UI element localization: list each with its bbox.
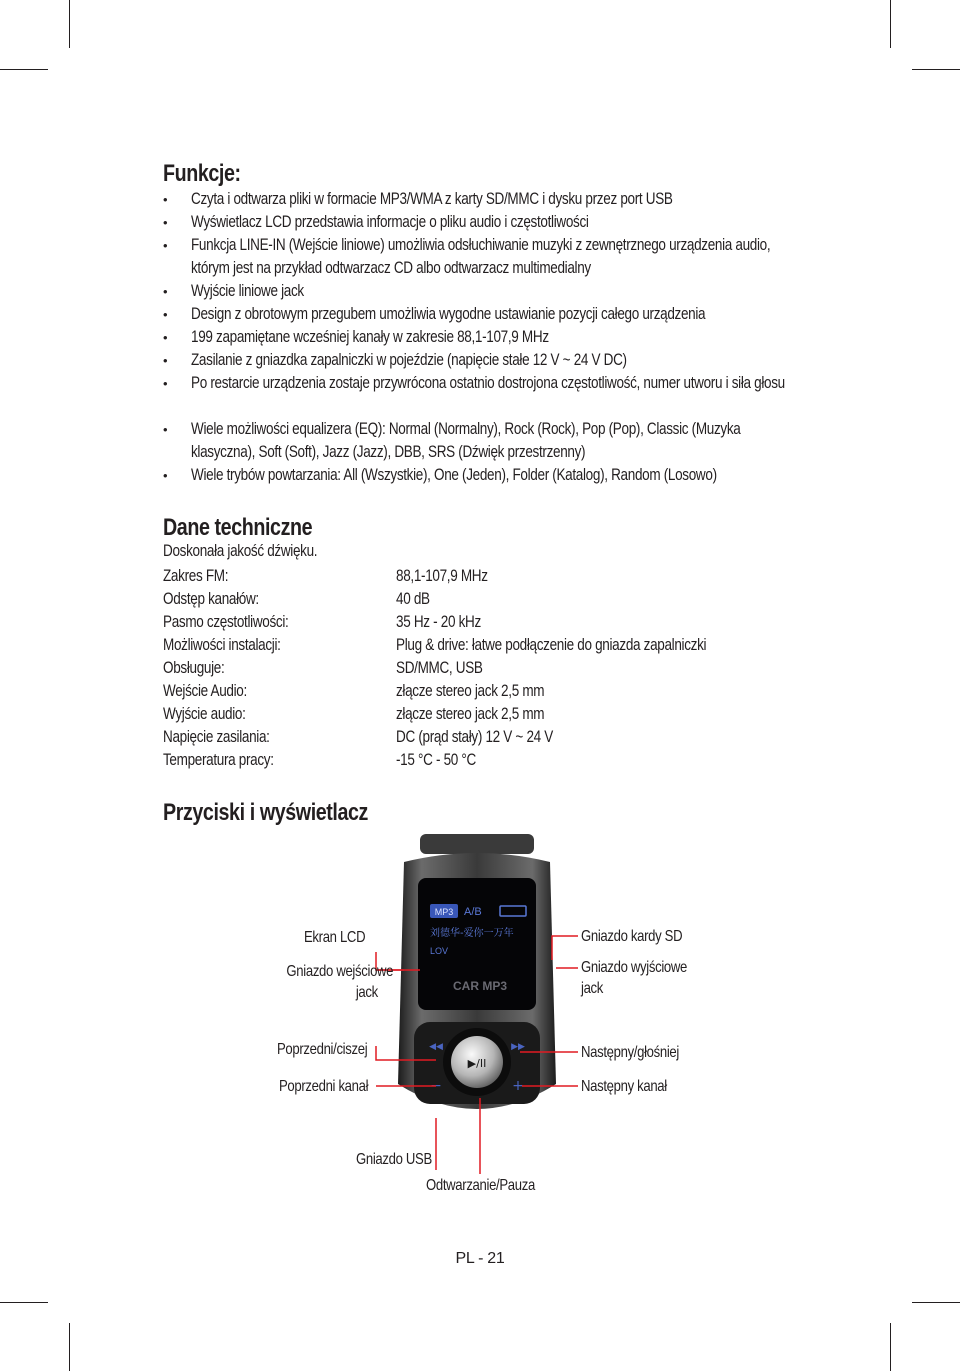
next-icon[interactable]: ▶▶ [511,1042,525,1052]
spec-label: Odstęp kanałów: [163,590,259,608]
eq-indicator: LOV [430,946,449,956]
song-title: 刘德华-爱你一万年 [430,928,514,939]
minus-icon[interactable]: − [430,1078,442,1094]
spec-value: 88,1-107,9 MHz [396,567,488,585]
spec-value: złącze stereo jack 2,5 mm [396,682,545,700]
callout-prev-channel: Poprzedni kanał [279,1078,369,1095]
feature-item: • Czyta i odtwarza pliki w formacie MP3/WMA z karty SD/MMC i dysku przez port USB [163,188,803,211]
feature-item: • Design z obrotowym przegubem umożliwia wygodne ustawianie pozycji całego urządzenia [163,303,803,326]
feature-item: • Wiele trybów powtarzania: All (Wszystkie), One (Jeden), Folder (Katalog), Random (Losowo) [163,464,803,487]
mp3-badge-text: MP3 [434,907,454,917]
spec-value: SD/MMC, USB [396,659,483,677]
spec-value: Plug & drive: łatwe podłączenie do gniazda zapalniczki [396,636,707,654]
spec-label: Pasmo częstotliwości: [163,613,289,631]
diagram-heading: Przyciski i wyświetlacz [163,799,368,826]
spec-value: złącze stereo jack 2,5 mm [396,705,545,723]
callout-line-sd-slot [552,936,578,960]
feature-item: • Wiele możliwości equalizera (EQ): Normal (Normalny), Rock (Rock), Pop (Pop), Classic (Muzyka klasyczna), Soft (Soft), Jazz (Jazz), DBB, SRS (Dźwięk przestrzenny) [163,418,803,464]
spec-label: Wejście Audio: [163,682,247,700]
brand-label: CAR MP3 [452,979,508,993]
callout-prev-vol: Poprzedni/ciszej [277,1041,368,1058]
plus-icon[interactable]: + [512,1078,524,1094]
feature-item: • Zasilanie z gniazdka zapalniczki w pojeździe (napięcie stałe 12 V ~ 24 V DC) [163,349,803,372]
feature-item: • Po restarcie urządzenia zostaje przywrócona ostatnio dostrojona częstotliwość, numer utworu i siła głosu [163,372,803,418]
callout-output-jack: Gniazdo wyjściowe jack [581,959,687,997]
feature-item: • 199 zapamiętane wcześniej kanały w zakresie 88,1-107,9 MHz [163,326,803,349]
callout-play-pause: Odtwarzanie/Pauza [426,1177,535,1194]
play-pause-icon: ▶/II [467,1057,487,1070]
feature-item: • Wyjście liniowe jack [163,280,803,303]
spec-label: Obsługuje: [163,659,225,677]
features-heading: Funkcje: [163,160,241,187]
feature-item: • Wyświetlacz LCD przedstawia informacje o pliku audio i częstotliwości [163,211,803,234]
spec-value: 35 Hz - 20 kHz [396,613,481,631]
spec-label: Wyjście audio: [163,705,246,723]
spec-value: 40 dB [396,590,430,608]
spec-value: -15 °C - 50 °C [396,751,476,769]
specs-heading: Dane techniczne [163,514,313,541]
spec-label: Zakres FM: [163,567,229,585]
callout-next-channel: Następny kanał [581,1078,667,1095]
ab-repeat-indicator: A/B [464,906,482,918]
callout-input-jack: Gniazdo wejściowe jack [286,963,394,1001]
spec-label: Temperatura pracy: [163,751,274,769]
callout-sd-slot: Gniazdo kardy SD [581,928,683,945]
spec-label: Napięcie zasilania: [163,728,270,746]
feature-item: • Funkcja LINE-IN (Wejście liniowe) umożliwia odsłuchiwanie muzyki z zewnętrznego urządzenia audio, którym jest na przykład odtwarzacz CD albo odtwarzacz multimedialny [163,234,803,280]
spec-value: DC (prąd stały) 12 V ~ 24 V [396,728,553,746]
spec-label: Możliwości instalacji: [163,636,281,654]
page-number: PL - 21 [455,1250,505,1267]
callout-usb: Gniazdo USB [356,1151,432,1168]
specs-intro: Doskonała jakość dźwięku. [163,542,318,560]
previous-icon[interactable]: ◀◀ [429,1042,443,1052]
callout-next-vol: Następny/głośniej [581,1044,679,1061]
callout-lcd: Ekran LCD [304,929,366,946]
